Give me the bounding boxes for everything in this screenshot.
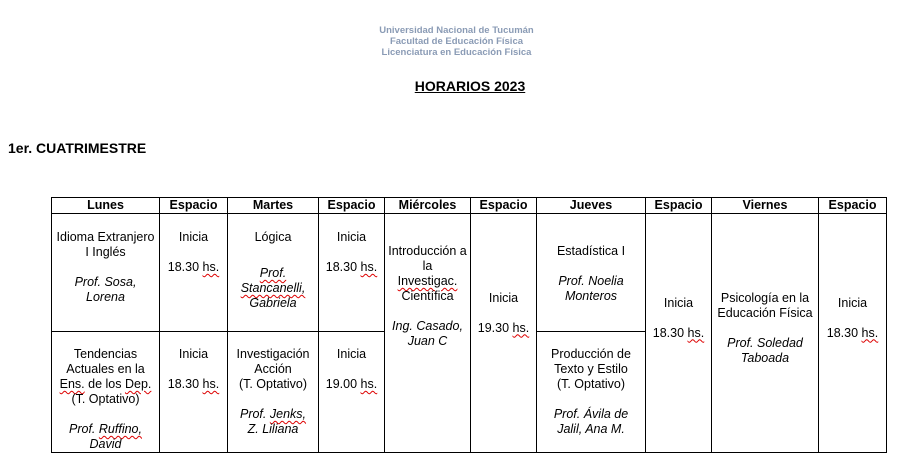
- col-header-espacio: Espacio: [646, 198, 712, 214]
- table-header-row: [52, 198, 887, 214]
- col-header-miercoles: Miércoles: [385, 198, 471, 214]
- subject: Producción de Texto y Estilo: [551, 347, 631, 376]
- degree-name: Licenciatura en Educación Física: [381, 47, 532, 58]
- col-header-viernes: Viernes: [712, 198, 819, 214]
- cell-martes-1: [228, 214, 319, 332]
- cell-jueves-1: [537, 214, 646, 332]
- university-name: Universidad Nacional de Tucumán: [379, 25, 534, 36]
- subject: Idioma Extranjero I Inglés: [56, 230, 155, 259]
- schedule-table: [51, 197, 887, 453]
- start-time: 18.30 hs.: [167, 260, 220, 274]
- subject: Estadística I: [556, 244, 626, 258]
- cell-espacio-miercoles: [471, 214, 537, 453]
- start-time: 18.30 hs.: [652, 325, 705, 340]
- subject: Introducción a la Investigac. Científica: [388, 244, 467, 303]
- optativo-label: (T. Optativo): [556, 377, 626, 391]
- cell-espacio-viernes: [819, 214, 887, 453]
- optativo-label: (T. Optativo): [238, 377, 308, 391]
- cell-lunes-1: [52, 214, 160, 332]
- cell-viernes: [712, 214, 819, 453]
- cell-espacio-martes-1: [319, 214, 385, 332]
- subject: Lógica: [254, 230, 292, 244]
- cell-espacio-jueves: [646, 214, 712, 453]
- start-label: Inicia: [178, 230, 209, 244]
- col-header-espacio: Espacio: [471, 198, 537, 214]
- col-header-espacio: Espacio: [160, 198, 228, 214]
- col-header-jueves: Jueves: [537, 198, 646, 214]
- professor: Ing. Casado, Juan C: [392, 319, 463, 348]
- cell-lunes-2: [52, 332, 160, 453]
- start-time: 19.30 hs.: [477, 320, 530, 335]
- start-time: 18.30 hs.: [826, 325, 879, 340]
- start-label: Inicia: [488, 290, 519, 305]
- cell-martes-2: [228, 332, 319, 453]
- cell-espacio-lunes-2: [160, 332, 228, 453]
- professor: Prof. Stancanelli, Gabriela: [240, 266, 306, 310]
- professor: Prof. Noelia Monteros: [558, 274, 624, 303]
- start-time: 18.30 hs.: [325, 260, 378, 274]
- col-header-espacio: Espacio: [319, 198, 385, 214]
- col-header-lunes: Lunes: [52, 198, 160, 214]
- professor: Prof. Sosa, Lorena: [74, 275, 137, 304]
- subject: Investigación Acción: [236, 347, 310, 376]
- table-row: [52, 214, 887, 332]
- faculty-name: Facultad de Educación Física: [389, 36, 524, 47]
- cell-espacio-martes-2: [319, 332, 385, 453]
- subject: Psicología en la Educación Física: [717, 290, 813, 320]
- start-label: Inicia: [336, 230, 367, 244]
- start-time: 18.30 hs.: [167, 377, 220, 391]
- col-header-espacio: Espacio: [819, 198, 887, 214]
- semester-heading: 1er. CUATRIMESTRE: [8, 140, 147, 156]
- subject: Tendencias Actuales en la Ens. de los Dep. (T. Optativo): [59, 347, 152, 406]
- cell-miercoles: [385, 214, 471, 453]
- professor: Prof. Ávila de Jalil, Ana M.: [553, 407, 629, 436]
- cell-espacio-lunes-1: [160, 214, 228, 332]
- start-time: 19.00 hs.: [325, 377, 378, 391]
- start-label: Inicia: [178, 347, 209, 361]
- professor: Prof. Jenks, Z. Liliana: [239, 407, 307, 436]
- professor: Prof. Soledad Taboada: [727, 335, 803, 365]
- page-title: HORARIOS 2023: [414, 78, 526, 94]
- start-label: Inicia: [663, 295, 694, 310]
- cell-jueves-2: [537, 332, 646, 453]
- start-label: Inicia: [837, 295, 868, 310]
- start-label: Inicia: [336, 347, 367, 361]
- col-header-martes: Martes: [228, 198, 319, 214]
- professor: Prof. Ruffino, David: [69, 422, 142, 451]
